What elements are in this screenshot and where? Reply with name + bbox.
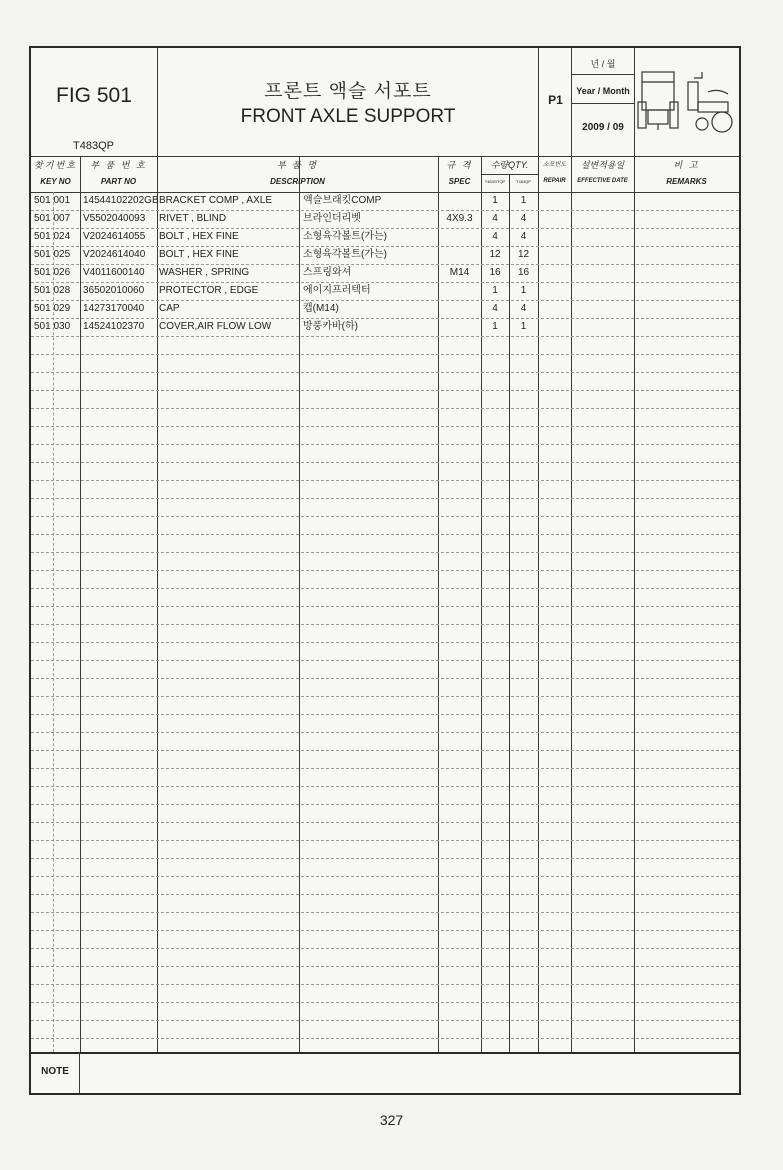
row-1-qty1: 1 bbox=[492, 195, 498, 206]
row-8-desc-en: COVER,AIR FLOW LOW bbox=[159, 321, 272, 332]
row-divider bbox=[31, 696, 739, 697]
row-3-part: V2024614055 bbox=[83, 231, 146, 242]
col-qty: 수량QTY. bbox=[490, 160, 529, 170]
col-repair-ko: 소모빈도 bbox=[542, 162, 567, 168]
row-divider bbox=[31, 966, 739, 967]
row-divider bbox=[31, 1020, 739, 1021]
row-6-qty2: 1 bbox=[520, 285, 527, 296]
row-divider bbox=[31, 354, 739, 355]
parts-list-sheet bbox=[29, 46, 741, 1095]
row-3-qty2: 4 bbox=[520, 231, 527, 242]
col-key-ko: 찾기번호 bbox=[34, 160, 77, 170]
sheet-page-label: P1 bbox=[548, 93, 563, 107]
row-divider bbox=[31, 984, 739, 985]
row-7-key: 501 029 bbox=[34, 303, 71, 314]
row-divider bbox=[31, 822, 739, 823]
row-divider bbox=[31, 912, 739, 913]
row-divider bbox=[31, 498, 739, 499]
row-1-desc-ko: 액슬브래킷COMP bbox=[303, 195, 382, 206]
row-divider bbox=[31, 516, 739, 517]
col-date-en: EFFECTIVE DATE bbox=[577, 178, 628, 184]
col-remarks-ko: 비 고 bbox=[673, 160, 700, 170]
figure-number: FIG 501 bbox=[56, 84, 132, 107]
row-divider bbox=[31, 948, 739, 949]
col-part-ko: 부 품 번 호 bbox=[90, 160, 147, 170]
row-divider bbox=[31, 372, 739, 373]
row-3-desc-ko: 소형육각볼트(가는) bbox=[303, 231, 387, 242]
row-divider bbox=[31, 534, 739, 535]
row-8-key: 501 030 bbox=[34, 321, 71, 332]
row-6-key: 501 028 bbox=[34, 285, 71, 296]
row-divider bbox=[31, 858, 739, 859]
row-6-desc-ko: 에이지프러텍터 bbox=[303, 285, 371, 296]
row-divider bbox=[31, 336, 739, 337]
row-divider bbox=[31, 1002, 739, 1003]
row-divider bbox=[31, 588, 739, 589]
row-divider bbox=[31, 390, 739, 391]
row-5-qty1: 16 bbox=[489, 267, 501, 278]
row-3-key: 501 024 bbox=[34, 231, 71, 242]
date-value: 2009 / 09 bbox=[582, 122, 624, 133]
row-7-qty2: 4 bbox=[520, 303, 527, 314]
row-divider bbox=[31, 1038, 739, 1039]
row-3-desc-en: BOLT , HEX FINE bbox=[159, 231, 239, 242]
row-divider bbox=[31, 606, 739, 607]
row-divider bbox=[31, 444, 739, 445]
row-4-part: V2024614040 bbox=[83, 249, 146, 260]
row-2-key: 501 007 bbox=[34, 213, 71, 224]
col-remarks-en: REMARKS bbox=[666, 177, 707, 186]
row-divider bbox=[31, 768, 739, 769]
col-qty-sub1: T483GTQP bbox=[484, 179, 506, 184]
col-qty-sub2: T483QP bbox=[516, 179, 531, 184]
row-4-desc-ko: 소형육각볼트(가는) bbox=[303, 249, 387, 260]
row-divider bbox=[31, 786, 739, 787]
col-part-en: PART NO bbox=[100, 177, 137, 186]
row-8-part: 14524102370 bbox=[83, 321, 145, 332]
row-6-qty1: 1 bbox=[492, 285, 498, 296]
col-spec-ko: 규 격 bbox=[446, 160, 473, 170]
col-desc-en: DESCRIPTION bbox=[270, 177, 325, 186]
row-4-qty1: 12 bbox=[489, 249, 501, 260]
title-english: FRONT AXLE SUPPORT bbox=[240, 106, 456, 127]
row-7-desc-en: CAP bbox=[159, 303, 180, 314]
row-divider bbox=[31, 876, 739, 877]
title-korean: 프론트 액슬 서포트 bbox=[264, 81, 432, 102]
row-2-part: V5502040093 bbox=[83, 213, 146, 224]
row-divider bbox=[31, 408, 739, 409]
tractor-icon bbox=[636, 64, 736, 140]
row-divider bbox=[31, 678, 739, 679]
row-5-desc-en: WASHER , SPRING bbox=[159, 267, 250, 278]
row-4-key: 501 025 bbox=[34, 249, 71, 260]
row-7-part: 14273170040 bbox=[83, 303, 145, 314]
row-divider bbox=[31, 660, 739, 661]
row-divider bbox=[31, 894, 739, 895]
row-2-desc-ko: 브라인더리벳 bbox=[303, 213, 361, 224]
col-desc-ko: 부 품 명 bbox=[276, 160, 319, 170]
date-label-korean: 년 / 월 bbox=[590, 59, 616, 69]
row-divider bbox=[31, 642, 739, 643]
row-divider bbox=[31, 714, 739, 715]
col-spec-en: SPEC bbox=[448, 177, 471, 186]
row-5-part: V4011600140 bbox=[83, 267, 145, 278]
row-5-key: 501 026 bbox=[34, 267, 71, 278]
row-divider bbox=[31, 624, 739, 625]
row-2-qty2: 4 bbox=[520, 213, 527, 224]
page-number: 327 bbox=[379, 1112, 404, 1128]
row-divider bbox=[31, 426, 739, 427]
date-label-english: Year / Month bbox=[576, 86, 630, 96]
row-divider bbox=[31, 750, 739, 751]
row-divider bbox=[31, 462, 739, 463]
row-divider bbox=[31, 480, 739, 481]
row-4-desc-en: BOLT , HEX FINE bbox=[159, 249, 239, 260]
row-divider bbox=[31, 840, 739, 841]
row-2-qty1: 4 bbox=[492, 213, 498, 224]
row-1-desc-en: BRACKET COMP , AXLE bbox=[159, 195, 273, 206]
model-code: T483QP bbox=[73, 140, 114, 152]
row-4-qty2: 12 bbox=[517, 249, 530, 260]
row-2-desc-en: RIVET , BLIND bbox=[159, 213, 227, 224]
col-repair-en: REPAIR bbox=[543, 178, 566, 184]
row-1-qty2: 1 bbox=[520, 195, 527, 206]
row-divider bbox=[31, 930, 739, 931]
row-8-qty1: 1 bbox=[492, 321, 498, 332]
row-6-desc-en: PROTECTOR , EDGE bbox=[159, 285, 259, 296]
row-5-desc-ko: 스프링와셔 bbox=[303, 267, 352, 278]
row-6-part: 36502010060 bbox=[83, 285, 145, 296]
row-7-qty1: 4 bbox=[492, 303, 498, 314]
row-divider bbox=[31, 732, 739, 733]
col-key-en: KEY NO bbox=[40, 177, 71, 186]
row-2-spec: 4X9.3 bbox=[446, 213, 473, 224]
row-7-desc-ko: 캡(M14) bbox=[303, 303, 339, 314]
row-8-desc-ko: 방풍카바(하) bbox=[303, 321, 358, 332]
row-5-spec: M14 bbox=[449, 267, 470, 278]
row-divider bbox=[31, 570, 739, 571]
col-date-ko: 설변적용일 bbox=[580, 160, 625, 170]
row-divider bbox=[31, 552, 739, 553]
row-5-qty2: 16 bbox=[517, 267, 530, 278]
row-8-qty2: 1 bbox=[520, 321, 527, 332]
row-3-qty1: 4 bbox=[492, 231, 498, 242]
note-label: NOTE bbox=[41, 1066, 69, 1077]
row-divider bbox=[31, 804, 739, 805]
row-1-key: 501 001 bbox=[34, 195, 71, 206]
row-1-part: 14544102202GB bbox=[83, 195, 159, 206]
